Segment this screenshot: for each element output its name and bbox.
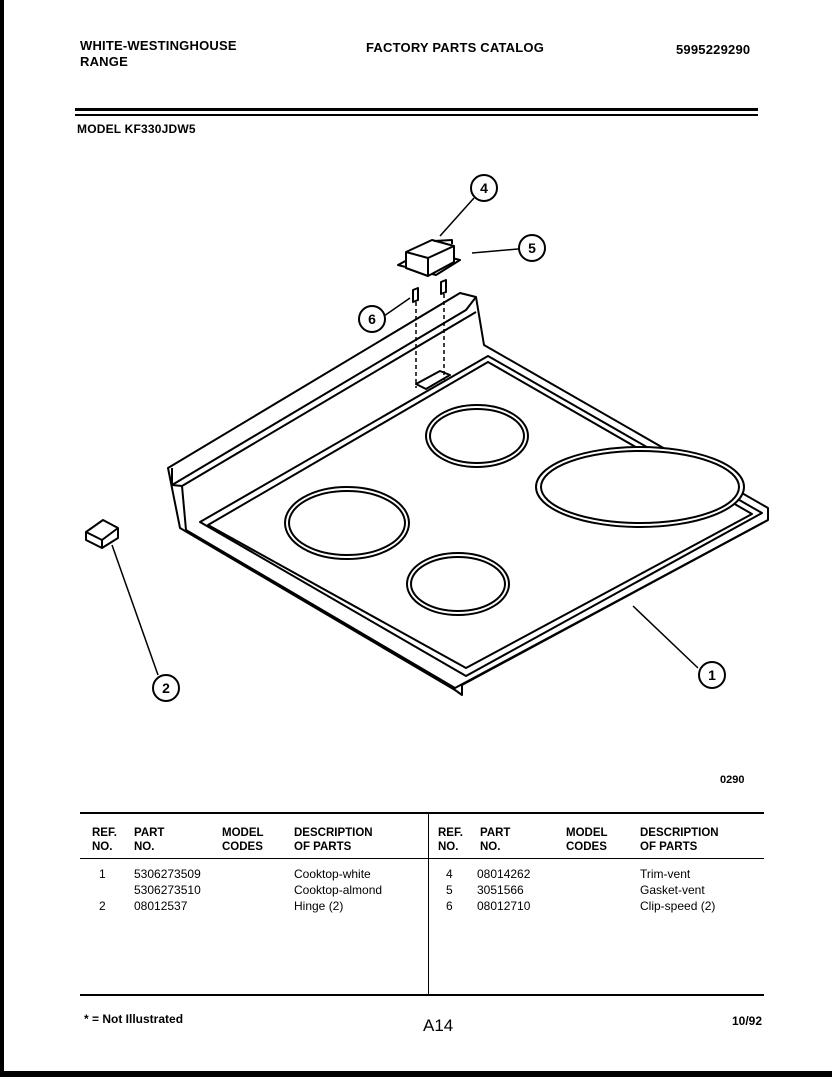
burner-center-front (407, 553, 509, 615)
part-description: Trim-vent (640, 867, 691, 881)
header-part-no-left: PART NO. (134, 827, 165, 853)
part-description: Cooktop-white (294, 867, 371, 881)
not-illustrated-note: * = Not Illustrated (84, 1012, 184, 1026)
table-column-divider (428, 814, 429, 996)
drawing-code: 0290 (720, 774, 745, 786)
table-rule-header (80, 858, 764, 859)
header-part-no-right: PART NO. (480, 827, 511, 853)
part-no: 5306273510 (134, 883, 201, 897)
table-rule-bottom (80, 994, 764, 996)
callout-label-2: 2 (162, 680, 170, 696)
callout-label-5: 5 (528, 240, 536, 256)
header-description-left: DESCRIPTION OF PARTS (294, 827, 373, 853)
part-description: Cooktop-almond (294, 883, 383, 897)
part-no: 08012710 (477, 899, 531, 913)
header-model-codes-right: MODEL CODES (566, 827, 608, 853)
product-type: RANGE (80, 54, 128, 69)
brand-name: WHITE-WESTINGHOUSE (80, 38, 237, 53)
catalog-title: FACTORY PARTS CATALOG (366, 40, 545, 55)
table-rule-top (80, 812, 764, 814)
part-no: 08012537 (134, 899, 188, 913)
ref-no: 1 (99, 867, 106, 881)
page-frame-bottom (0, 1071, 832, 1077)
callout-label-6: 6 (368, 311, 376, 327)
callout-label-1: 1 (708, 667, 716, 683)
part-description: Gasket-vent (640, 883, 705, 897)
model-number: MODEL KF330JDW5 (77, 122, 196, 136)
ref-no: 5 (446, 883, 453, 897)
part-no: 5306273509 (134, 867, 201, 881)
header-description-right: DESCRIPTION OF PARTS (640, 827, 719, 853)
burner-left-front (285, 487, 409, 559)
part-description: Clip-speed (2) (640, 899, 716, 913)
header-ref-no-right: REF. NO. (438, 827, 463, 853)
burner-right-large (536, 447, 744, 527)
header-model-codes-left: MODEL CODES (222, 827, 264, 853)
catalog-date: 10/92 (732, 1014, 763, 1028)
page-number: A14 (423, 1016, 454, 1035)
part-no: 3051566 (477, 883, 524, 897)
ref-no: 2 (99, 899, 106, 913)
ref-no: 6 (446, 899, 453, 913)
burner-left-rear (426, 405, 528, 467)
part-no: 08014262 (477, 867, 531, 881)
callout-label-4: 4 (480, 180, 488, 196)
header-ref-no-left: REF. NO. (92, 827, 117, 853)
part-description: Hinge (2) (294, 899, 344, 913)
ref-no: 4 (446, 867, 453, 881)
catalog-number: 5995229290 (676, 42, 751, 57)
